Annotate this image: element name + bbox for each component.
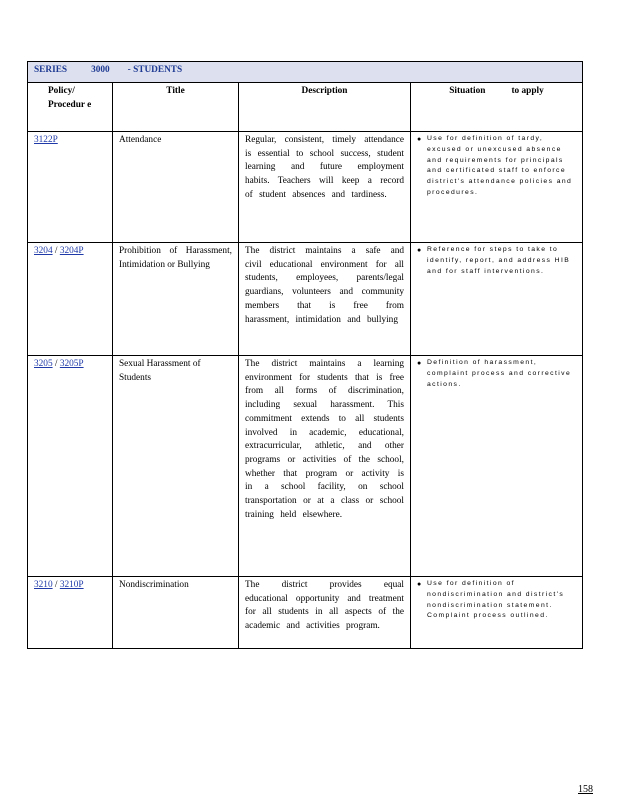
- description-cell: Regular, consistent, timely attendance is essential to school success, student learning and future employment habits. Teachers will keep a record of student absences and tardiness.: [239, 132, 411, 243]
- series-header-row: [28, 62, 583, 83]
- policy-cell: 3205 / 3205P: [28, 356, 113, 577]
- column-header-title: Title: [113, 83, 239, 132]
- policy-link[interactable]: 3204: [34, 246, 53, 256]
- situation-cell: [411, 243, 583, 356]
- series-number: 3000: [91, 65, 110, 75]
- column-header-description: Description: [239, 83, 411, 132]
- series-name: - STUDENTS: [127, 65, 183, 75]
- situation-text: Use for definition of nondiscrimination and district's nondiscrimination statement. Complaint process outlined.: [427, 580, 565, 620]
- series-label: SERIES: [34, 65, 68, 75]
- policy-cell: 3204 / 3204P: [28, 243, 113, 356]
- table-row: [28, 243, 583, 356]
- procedure-link[interactable]: 3210P: [59, 580, 84, 590]
- situation-header-part1: Situation: [449, 86, 486, 96]
- policy-cell: [28, 132, 113, 243]
- policy-table: [27, 61, 583, 649]
- situation-cell: [411, 356, 583, 577]
- table-row: [28, 356, 583, 577]
- policy-link[interactable]: 3122P: [34, 135, 58, 145]
- table-row: [28, 577, 583, 649]
- title-cell: Prohibition of Harassment, Intimidation or Bullying: [113, 243, 239, 356]
- page-number: 158: [578, 784, 593, 795]
- policy-header-text: Policy/ Procedur e: [48, 86, 92, 110]
- procedure-link[interactable]: 3204P: [59, 246, 84, 256]
- description-cell: The district maintains a safe and civil educational environment for all students, employees, parents/legal guardians, volunteers and community members that is free from harassment, intimidation and bullying: [239, 243, 411, 356]
- procedure-link[interactable]: 3205P: [59, 359, 84, 369]
- situation-text: Use for definition of tardy, excused or unexcused absence and requirements for principals and certificated staff to enforce district's attendance policies and procedures.: [427, 135, 573, 196]
- bullet-icon: ●: [417, 246, 422, 254]
- situation-header-part2: to apply: [511, 86, 544, 96]
- situation-cell: [411, 132, 583, 243]
- title-cell: Sexual Harassment of Students: [113, 356, 239, 577]
- policy-link[interactable]: 3205: [34, 359, 53, 369]
- policy-link[interactable]: 3210: [34, 580, 53, 590]
- title-cell: Attendance: [113, 132, 239, 243]
- bullet-icon: ●: [417, 135, 422, 143]
- description-cell: The district provides equal educational opportunity and treatment for all students in all aspects of the academic and activities program.: [239, 577, 411, 649]
- title-cell: Nondiscrimination: [113, 577, 239, 649]
- bullet-icon: ●: [417, 580, 422, 588]
- bullet-icon: ●: [417, 359, 422, 367]
- series-header: [28, 62, 583, 83]
- column-header-row: [28, 83, 583, 132]
- column-header-policy: [28, 83, 113, 132]
- situation-cell: [411, 577, 583, 649]
- description-cell: The district maintains a learning environment for students that is free from all forms of discrimination, including sexual harassment. This commitment extends to all students involved in academic, educational, extracurricular, athletic, and other programs or activities of the school, whether that program or activity is in a school facility, on school transportation or at a class or school training held elsewhere.: [239, 356, 411, 577]
- situation-text: Definition of harassment, complaint process and corrective actions.: [427, 359, 572, 388]
- policy-cell: 3210 / 3210P: [28, 577, 113, 649]
- column-header-situation: [411, 83, 583, 132]
- table-row: [28, 132, 583, 243]
- situation-text: Reference for steps to take to identify, report, and address HIB and for staff interventions.: [427, 246, 571, 275]
